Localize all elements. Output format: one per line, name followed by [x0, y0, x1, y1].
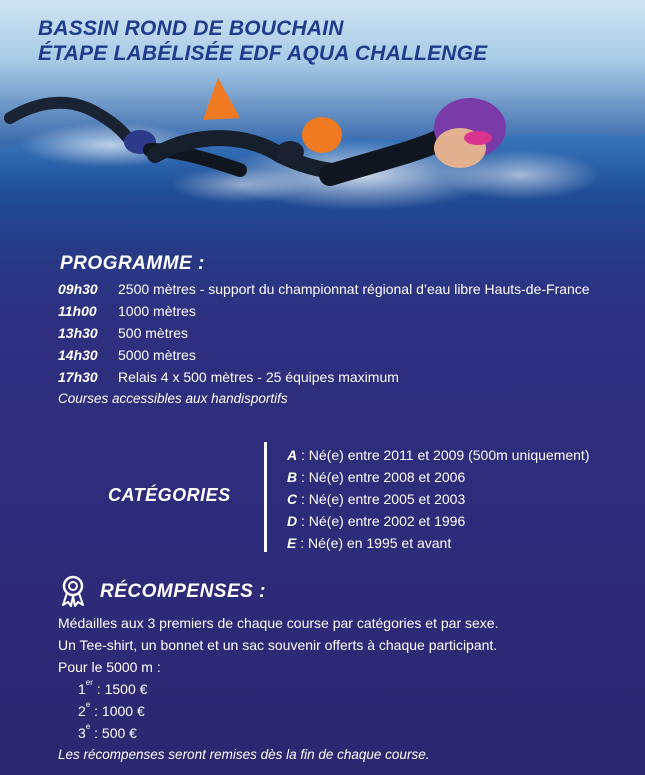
prize-item	[58, 700, 498, 722]
programme-time: 11h00	[58, 303, 97, 319]
programme-item	[58, 344, 590, 366]
programme-desc: 1000 mètres	[118, 303, 196, 319]
category-letter: B	[287, 469, 298, 485]
categories-divider	[264, 442, 267, 552]
prize-amount: : 500 €	[90, 725, 137, 741]
programme-time: 17h30	[58, 369, 98, 385]
prize-item	[58, 722, 498, 744]
prize-rank-suffix: e	[85, 722, 91, 731]
title-line-1: BASSIN ROND DE BOUCHAIN	[38, 17, 344, 40]
category-desc: : Né(e) entre 2002 et 1996	[297, 513, 466, 529]
prize-rank: 3	[78, 725, 86, 741]
category-item	[287, 532, 589, 554]
programme-note: Courses accessibles aux handisportifs	[58, 391, 288, 406]
award-ribbon-icon	[60, 575, 86, 607]
page-title	[38, 16, 487, 66]
category-desc: : Né(e) entre 2011 et 2009 (500m uniquement)	[297, 447, 590, 463]
prize-rank: 1	[78, 681, 86, 697]
category-letter: E	[287, 535, 297, 551]
category-item	[287, 444, 589, 466]
prize-rank-suffix: er	[85, 678, 93, 687]
categories-list	[287, 444, 589, 554]
programme-heading: PROGRAMME :	[60, 253, 205, 274]
prize-amount: : 1000 €	[90, 703, 145, 719]
title-line-2: ÉTAPE LABÉLISÉE EDF AQUA CHALLENGE	[38, 42, 488, 65]
programme-desc: 5000 mètres	[118, 347, 196, 363]
rewards-line: Un Tee-shirt, un bonnet et un sac souvenir offerts à chaque participant.	[58, 637, 498, 653]
category-desc: : Né(e) en 1995 et avant	[296, 535, 452, 551]
rewards-list	[58, 612, 498, 766]
programme-item	[58, 278, 590, 300]
programme-desc: 500 mètres	[118, 325, 189, 341]
programme-time: 13h30	[58, 325, 98, 341]
categories-heading: CATÉGORIES	[108, 485, 231, 505]
rewards-line: Médailles aux 3 premiers de chaque course par catégories et par sexe.	[58, 615, 499, 631]
category-item	[287, 510, 589, 532]
category-item	[287, 488, 589, 510]
category-desc: : Né(e) entre 2008 et 2006	[297, 469, 466, 485]
programme-item	[58, 322, 590, 344]
rewards-line: Pour le 5000 m :	[58, 659, 161, 675]
category-item	[287, 466, 589, 488]
programme-item	[58, 366, 590, 388]
programme-time: 09h30	[58, 281, 98, 297]
category-letter: C	[287, 491, 298, 507]
programme-item	[58, 300, 590, 322]
prize-item	[58, 678, 498, 700]
category-desc: : Né(e) entre 2005 et 2003	[297, 491, 466, 507]
programme-list	[58, 278, 590, 410]
rewards-heading: RÉCOMPENSES :	[100, 581, 266, 602]
programme-desc: 2500 mètres - support du championnat régional d’eau libre Hauts-de-France	[118, 281, 590, 297]
prize-rank-suffix: e	[85, 700, 91, 709]
rewards-note: Les récompenses seront remises dès la fin de chaque course.	[58, 747, 430, 762]
prize-rank: 2	[78, 703, 86, 719]
category-letter: A	[287, 447, 298, 463]
prize-amount: : 1500 €	[92, 681, 148, 697]
programme-desc: Relais 4 x 500 mètres - 25 équipes maximum	[118, 369, 399, 385]
programme-time: 14h30	[58, 347, 98, 363]
category-letter: D	[287, 513, 298, 529]
